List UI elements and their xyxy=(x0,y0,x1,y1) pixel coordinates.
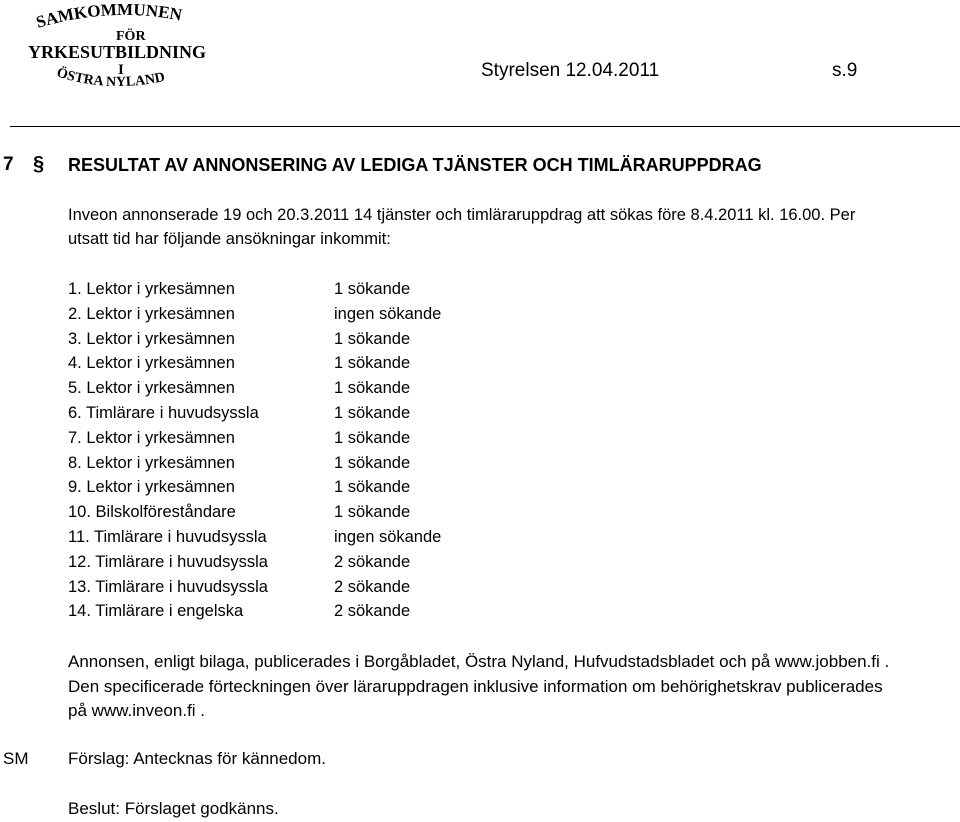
publication-note: Annonsen, enligt bilaga, publicerades i Borgåbladet, Östra Nyland, Hufvudstadsbladet och på www.jobben.fi . Den specificerade förteckningen över läraruppdragen inklusive information om behörighetskrav publicerades på www.inveon.fi . xyxy=(68,652,890,720)
section-title: RESULTAT AV ANNONSERING AV LEDIGA TJÄNSTER OCH TIMLÄRARUPPDRAG xyxy=(68,155,762,175)
svg-text:SAMKOMMUNEN xyxy=(34,4,184,32)
svg-text:ÖSTRA NYLAND xyxy=(55,64,166,90)
position-name: 4. Lektor i yrkesämnen xyxy=(68,354,235,373)
logo-arc-bottom: ÖSTRA NYLAND xyxy=(54,65,167,91)
logo-graphic xyxy=(24,4,234,104)
applicant-count: 2 sökande xyxy=(334,602,411,621)
decision-text: Beslut: Förslaget godkänns. xyxy=(68,799,279,818)
applicant-count: 1 sökande xyxy=(334,478,411,497)
proposal-initials: SM xyxy=(3,749,29,768)
logo-line-main: YRKESUTBILDNING xyxy=(28,42,207,62)
applicant-count: 2 sökande xyxy=(334,577,411,596)
proposal-text: Förslag: Antecknas för kännedom. xyxy=(68,749,326,768)
applicant-count: 2 sökande xyxy=(334,552,411,571)
position-name: 10. Bilskolföreståndare xyxy=(68,503,236,522)
header-divider xyxy=(10,126,960,127)
position-name: 6. Timlärare i huvudsyssla xyxy=(68,403,259,422)
position-name: 3. Lektor i yrkesämnen xyxy=(68,329,235,348)
applicant-count: 1 sökande xyxy=(334,280,411,298)
section-number: 7 xyxy=(3,154,14,175)
applicant-count: 1 sökande xyxy=(334,453,411,472)
position-name: 14. Timlärare i engelska xyxy=(68,602,244,621)
section-intro: Inveon annonserade 19 och 20.3.2011 14 tjänster och timläraruppdrag att sökas före 8.4.2011 kl. 16.00. Per utsatt tid har följande ansökningar inkommit: xyxy=(68,206,856,248)
position-name: 13. Timlärare i huvudsyssla xyxy=(68,577,268,596)
applicant-count: 1 sökande xyxy=(334,503,411,522)
logo-line-i: I xyxy=(118,62,124,78)
position-name: 11. Timlärare i huvudsyssla xyxy=(68,527,267,546)
section-symbol: § xyxy=(33,153,45,175)
position-name: 9. Lektor i yrkesämnen xyxy=(68,478,235,497)
applicant-count: 1 sökande xyxy=(334,403,411,422)
applicant-count: 1 sökande xyxy=(334,329,411,348)
position-name: 7. Lektor i yrkesämnen xyxy=(68,428,235,447)
organization-logo xyxy=(24,4,234,104)
position-name: 12. Timlärare i huvudsyssla xyxy=(68,552,268,571)
position-name: 2. Lektor i yrkesämnen xyxy=(68,304,235,323)
meeting-date: Styrelsen 12.04.2011 xyxy=(481,60,660,81)
applicant-count: 1 sökande xyxy=(334,354,411,373)
applicant-count: ingen sökande xyxy=(334,527,442,546)
applicant-count: 1 sökande xyxy=(334,379,411,398)
logo-arc-top: SAMKOMMUNEN xyxy=(33,4,184,32)
applicant-count: 1 sökande xyxy=(334,428,411,447)
position-name: 5. Lektor i yrkesämnen xyxy=(68,379,235,398)
position-name: 1. Lektor i yrkesämnen xyxy=(68,280,235,298)
logo-line-for: FÖR xyxy=(116,29,146,44)
applicant-count: ingen sökande xyxy=(334,304,442,323)
page-number: s.9 xyxy=(832,60,858,81)
position-name: 8. Lektor i yrkesämnen xyxy=(68,453,235,472)
